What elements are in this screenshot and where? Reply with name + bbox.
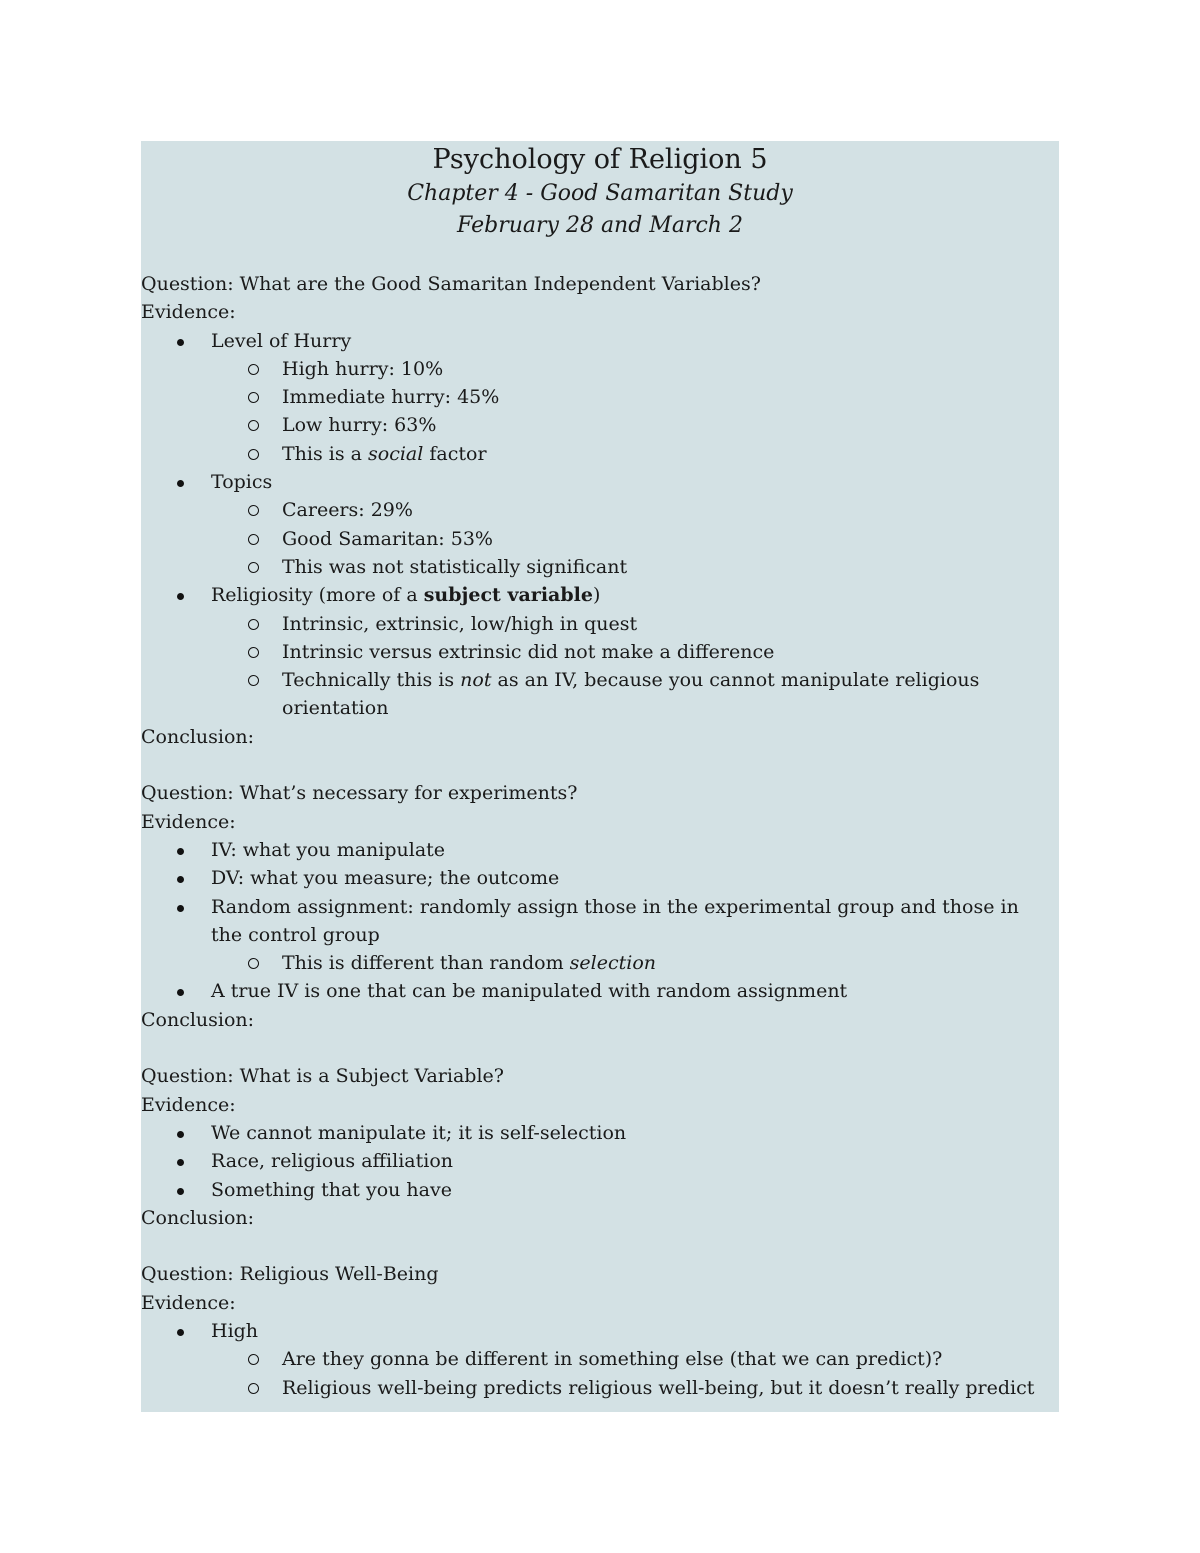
circle-bullet-icon [248,958,259,969]
sub-bullet-emphasis: social [368,442,424,465]
evidence-label: Evidence: [141,1291,236,1314]
document-date: February 28 and March 2 [457,213,743,238]
bullet-text: Something that you have [211,1178,452,1201]
sub-list-item [141,638,1059,666]
sub-bullet-text: Intrinsic, extrinsic, low/high in quest [282,612,638,635]
evidence-label: Evidence: [141,1093,236,1116]
bullet-text: Random assignment: randomly assign those in the experimental group and those in the control group [211,895,1019,946]
sub-bullet-text: Immediate hurry: 45% [282,386,500,409]
circle-bullet-icon [248,364,259,375]
sub-bullet-text: Good Samaritan: 53% [282,527,493,550]
list-item [141,468,1059,496]
circle-bullet-icon [248,449,259,460]
document-title: Psychology of Religion 5 [432,144,768,175]
sub-list-item [141,525,1059,553]
notes-body [141,270,1059,1402]
sub-list-item [141,949,1059,977]
circle-bullet-icon [248,619,259,630]
bullet-icon [177,480,184,487]
sub-bullet-text-post: as an IV, because you cannot manipulate religious orientation [282,669,980,720]
bullet-text: IV: what you manipulate [211,838,446,861]
bullet-text: A true IV is one that can be manipulated with random assignment [211,980,848,1003]
circle-bullet-icon [248,1383,259,1394]
note-section-independent-variables [141,270,1059,751]
list-item [141,1147,1059,1175]
question-text: Question: What is a Subject Variable? [141,1065,504,1088]
sub-bullet-text: Low hurry: 63% [282,414,437,437]
sub-bullet-emphasis: not [460,669,492,692]
evidence-label: Evidence: [141,301,236,324]
circle-bullet-icon [248,562,259,573]
bullet-icon [177,593,184,600]
list-item [141,893,1059,950]
circle-bullet-icon [248,675,259,686]
sub-list-item [141,411,1059,439]
bullet-icon [177,905,184,912]
conclusion-label: Conclusion: [141,725,255,748]
sub-bullet-text-pre: Technically this is [282,669,461,692]
sub-bullet-text: This was not statistically significant [282,555,628,578]
sub-bullet-text: Careers: 29% [282,499,413,522]
sub-list-item [141,666,1059,723]
sub-bullet-text-pre: This is a [282,442,369,465]
bullet-bold-term: subject variable [423,584,593,607]
question-text: Question: Religious Well-Being [141,1263,439,1286]
list-item [141,864,1059,892]
sub-list-item [141,1374,1059,1402]
list-item [141,836,1059,864]
bullet-icon [177,1329,184,1336]
bullet-text: We cannot manipulate it; it is self-selection [211,1121,627,1144]
document-subtitle: Chapter 4 - Good Samaritan Study [407,181,793,206]
bullet-icon [177,1159,184,1166]
list-item [141,1317,1059,1345]
note-section-subject-variable [141,1062,1059,1232]
sub-list-item [141,355,1059,383]
list-item [141,1176,1059,1204]
sub-list-item [141,496,1059,524]
circle-bullet-icon [248,420,259,431]
sub-list-item [141,383,1059,411]
conclusion-label: Conclusion: [141,1206,255,1229]
sub-list-item [141,553,1059,581]
circle-bullet-icon [248,1354,259,1365]
conclusion-label: Conclusion: [141,1008,255,1031]
bullet-icon [177,1188,184,1195]
bullet-text: DV: what you measure; the outcome [211,867,560,890]
circle-bullet-icon [248,534,259,545]
bullet-icon [177,848,184,855]
list-item [141,977,1059,1005]
list-item [141,581,1059,609]
bullet-text: Race, religious affiliation [211,1150,453,1173]
bullet-text: High [211,1319,259,1342]
bullet-icon [177,876,184,883]
notes-panel [141,141,1059,1412]
evidence-label: Evidence: [141,810,236,833]
question-text: Question: What are the Good Samaritan Independent Variables? [141,273,761,295]
sub-bullet-text: Are they gonna be different in something else (that we can predict)? [282,1348,943,1371]
circle-bullet-icon [248,505,259,516]
sub-list-item [141,1345,1059,1373]
list-item [141,327,1059,355]
question-text: Question: What’s necessary for experiments? [141,782,578,805]
circle-bullet-icon [248,647,259,658]
sub-bullet-text-pre: This is different than random [282,952,570,975]
sub-list-item [141,610,1059,638]
sub-bullet-emphasis: selection [569,952,657,975]
sub-bullet-text-post: factor [423,442,487,465]
bullet-icon [177,339,184,346]
bullet-text: Topics [211,471,273,494]
sub-bullet-text: Intrinsic versus extrinsic did not make a difference [282,640,775,663]
sub-list-item [141,440,1059,468]
note-section-experiments [141,779,1059,1034]
bullet-icon [177,989,184,996]
bullet-text-post: ) [592,584,601,607]
list-item [141,1119,1059,1147]
bullet-text: Level of Hurry [211,329,352,352]
document-header [141,143,1059,242]
sub-bullet-text: Religious well-being predicts religious well-being, but it doesn’t really predict [282,1376,1035,1399]
sub-bullet-text: High hurry: 10% [282,357,444,380]
note-section-religious-well-being [141,1260,1059,1401]
bullet-icon [177,1131,184,1138]
circle-bullet-icon [248,392,259,403]
bullet-text-pre: Religiosity (more of a [211,584,424,607]
